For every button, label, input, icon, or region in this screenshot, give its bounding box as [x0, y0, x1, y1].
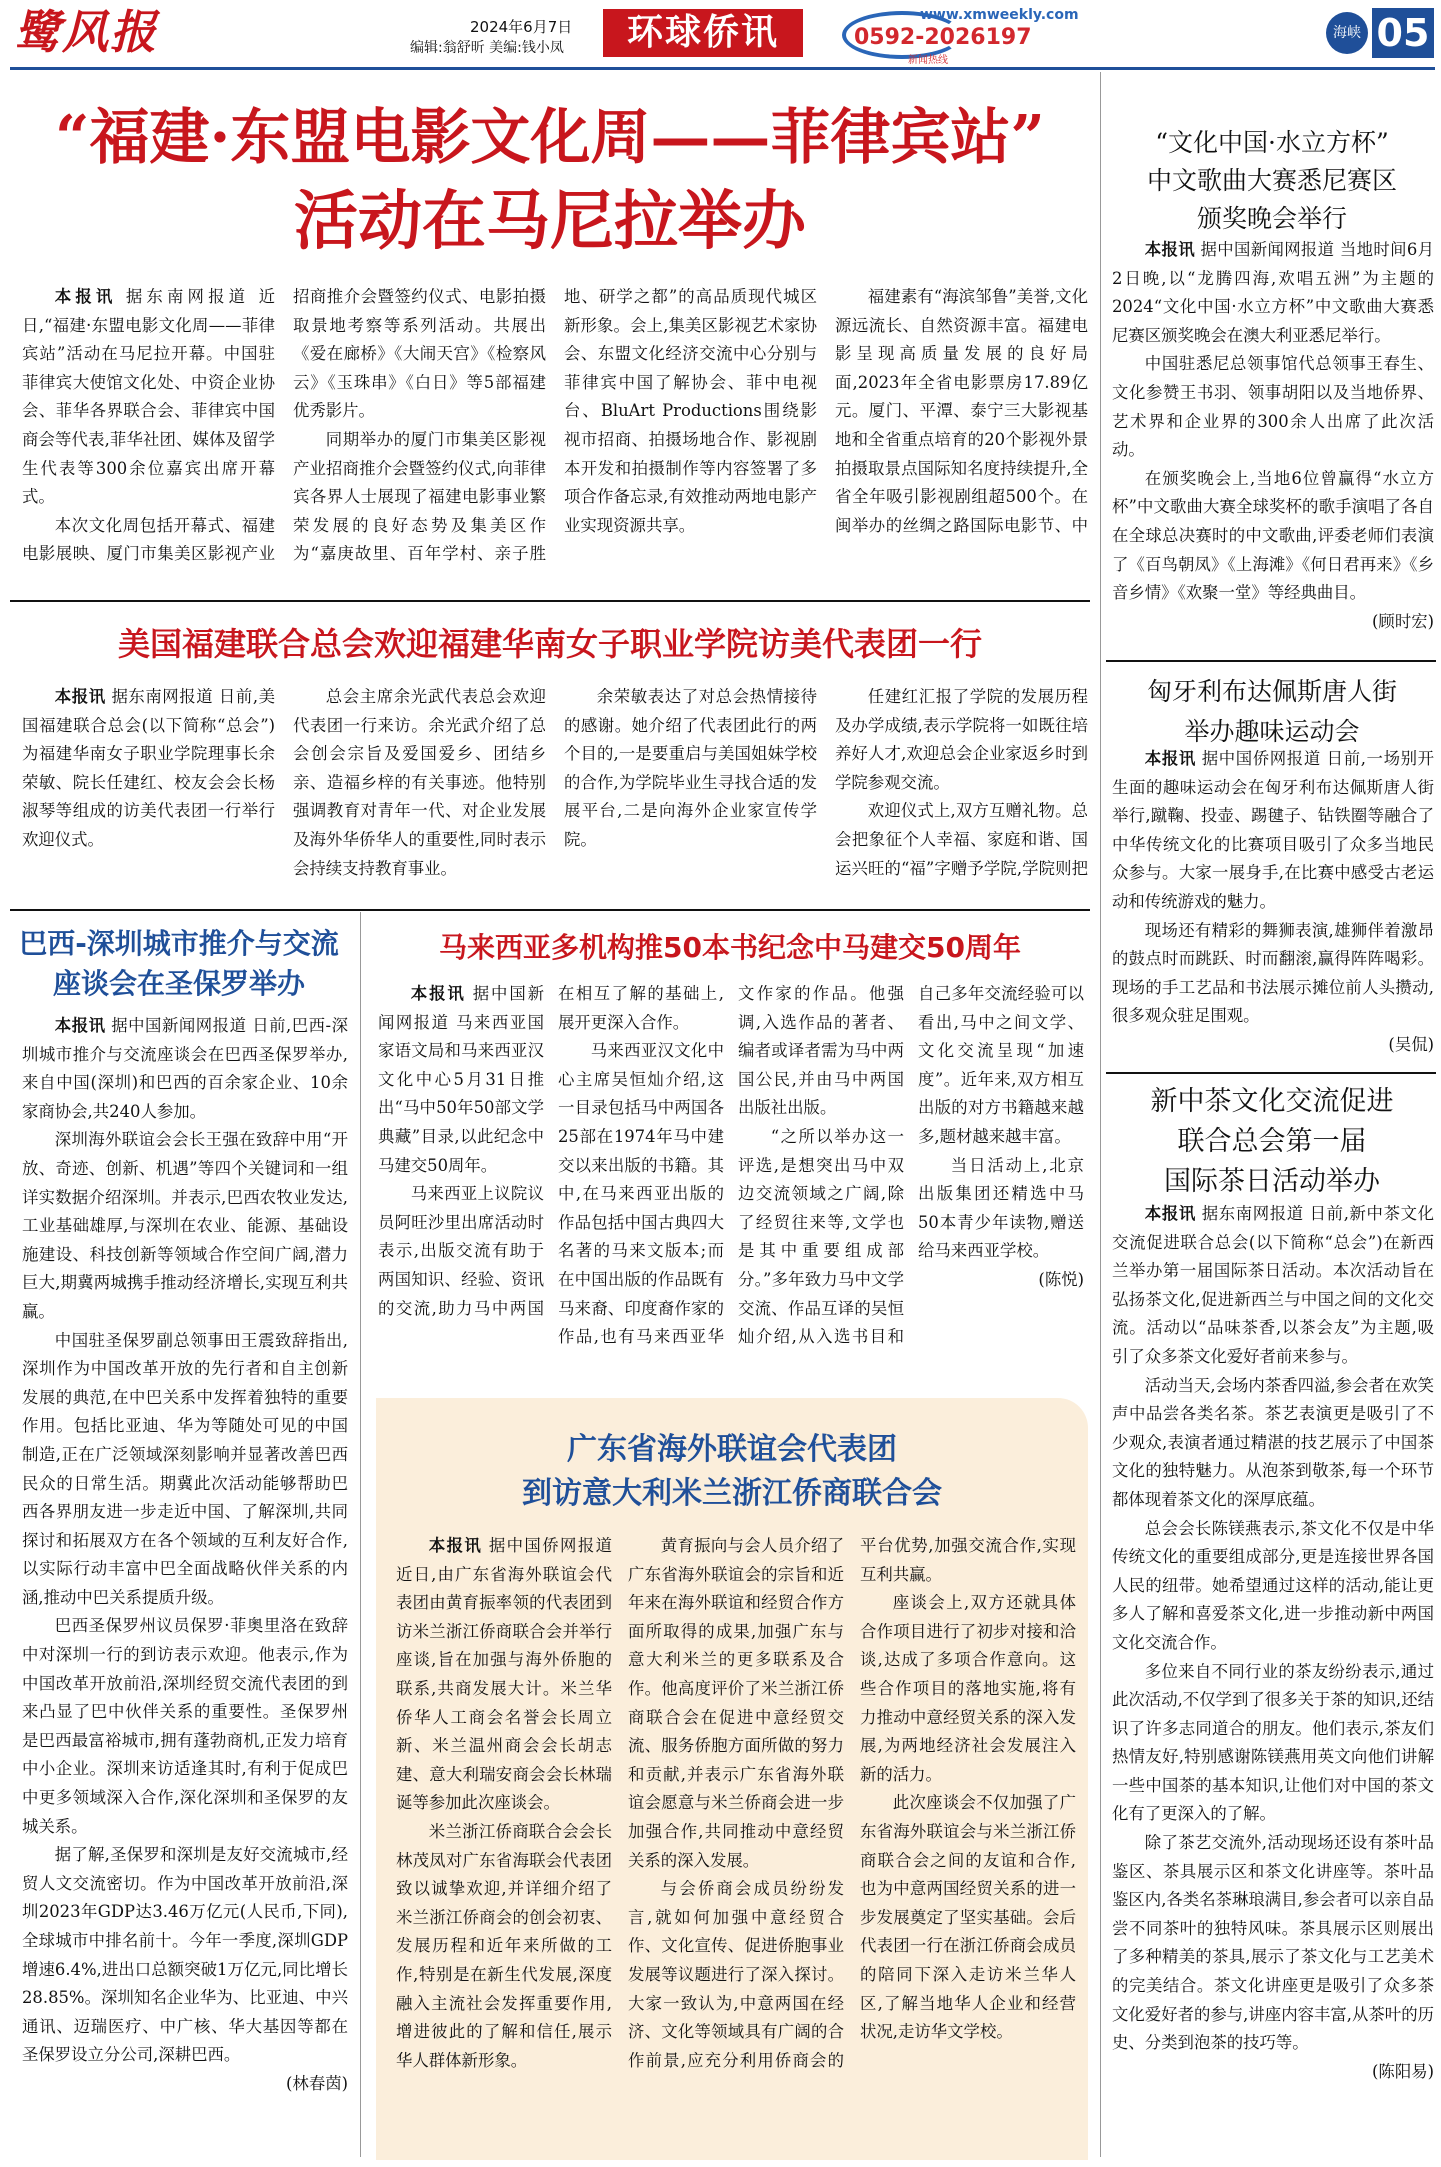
australia-p2: 中国驻悉尼总领事馆代总领事王春生、文化参赞王书羽、领事胡阳以及当地侨界、艺术界和企业界的300余人出席了此次活动。: [1112, 354, 1434, 460]
nz-p3: 总会会长陈镁燕表示,茶文化不仅是中华传统文化的重要组成部分,更是连接世界各国人民的纽带。她希望通过这样的活动,能让更多人了解和喜爱茶文化,进一步推动新中两国文化交流合作。: [1112, 1518, 1434, 1652]
section-banner: [603, 9, 803, 57]
nz-headline-line3: 国际茶日活动举办: [1164, 1166, 1380, 1197]
guangdong-tag: 本报讯: [428, 1536, 483, 1555]
australia-headline-line2: 中文歌曲大赛悉尼赛区: [1146, 166, 1397, 195]
hotline-number: 0592-2026197: [854, 25, 1032, 50]
hungary-headline-line1: 匈牙利布达佩斯唐人街: [1146, 677, 1397, 706]
australia-tag: 本报讯: [1144, 240, 1195, 259]
masthead-rule: [10, 67, 1435, 70]
usa-headline: 美国福建联合总会欢迎福建华南女子职业学院访美代表团一行: [117, 625, 982, 663]
guangdong-headline: [376, 1428, 1088, 1516]
usa-tag: 本报讯: [54, 687, 106, 706]
lead-headline: [10, 96, 1090, 264]
malaysia-author: (陈悦): [1038, 1269, 1084, 1289]
guangdong-p3: 黄育振向与会人员介绍了广东省海外联谊会的宗旨和近年来在海外联谊和经贸合作方面所取得的成果,加强广东与意大利米兰的更多联系及合作。他高度评价了米兰浙江侨商联合会在促进中意经贸交流、服务侨胞方面所做的努力和贡献,并表示广东省海外联谊会愿意与米兰侨商会进一步加强合作,共同推动中意经贸关系的深入发展。: [628, 1536, 844, 1870]
hotline-box: [842, 5, 1079, 66]
brazil-p4: 巴西圣保罗州议员保罗·菲奥里洛在致辞中对深圳一行的到访表示欢迎。他表示,作为中国改革开放前沿,深圳经贸交流代表团的到来凸显了巴中伙伴关系的重要性。圣保罗州是巴西最富裕城市,拥有蓬勃商机,正发力培育中小企业。深圳来访适逢其时,有利于促成巴中更多领域深入合作,深化深圳和圣保罗的友城关系。: [22, 1616, 348, 1836]
divider: [10, 600, 1090, 602]
hungary-headline: [1108, 672, 1436, 752]
guangdong-p5: 座谈会上,双方还就具体合作项目进行了初步对接和洽谈,达成了多项合作意向。这些合作项目的落地实施,将有力推动中意经贸关系的深入发展,为两地经济社会发展注入新的活力。: [860, 1593, 1076, 1784]
guangdong-headline-line1: 广东省海外联谊会代表团: [567, 1432, 897, 1467]
australia-author: (顾时宏): [1372, 611, 1434, 631]
usa-p4: 任建红汇报了学院的发展历程及办学成绩,表示学院将一如既往培养好人才,欢迎总会企业家返乡时到学院参观交流。: [835, 687, 1088, 792]
guangdong-headline-line2: 到访意大利米兰浙江侨商联合会: [522, 1476, 942, 1511]
australia-body: [1112, 236, 1434, 656]
lead-body: [22, 283, 1088, 593]
usa-body: [22, 683, 1088, 901]
nz-headline: [1108, 1082, 1436, 1202]
nz-body: [1112, 1200, 1434, 2158]
divider: [360, 912, 361, 2157]
brazil-headline-line2: 座谈会在圣保罗举办: [52, 967, 305, 1000]
malaysia-p4: “之所以举办这一评选,是想突出马中双边交流领域之广阔,除了经贸往来等,文学也是其中重要组成部分。”多年致力马中文学交流、作品互译的吴恒灿介绍,从入选书目和自己多年交流经验可以看出,马中之间文学、文化交流呈现“加速度”。近年来,双方相互出版的对方书籍越来越多,题材越来越丰富。: [738, 984, 1084, 1347]
nz-p5: 除了茶艺交流外,活动现场还设有茶叶品鉴区、茶具展示区和茶文化讲座等。茶叶品鉴区内,各类名茶琳琅满目,参会者可以亲自品尝不同茶叶的独特风味。茶具展示区则展出了多种精美的茶具,展示了茶文化与工艺美术的完美结合。茶文化讲座更是吸引了众多茶文化爱好者的参与,讲座内容丰富,从茶叶的历史、分类到泡茶的技巧等。: [1112, 1833, 1434, 2053]
malaysia-body: [378, 980, 1084, 1365]
brazil-tag: 本报讯: [54, 1016, 106, 1035]
guangdong-p6: 此次座谈会不仅加强了广东省海外联谊会与米兰浙江侨商联合会之间的友谊和合作,也为中意两国经贸关系的进一步发展奠定了坚实基础。会后代表团一行在浙江侨商会成员的陪同下深入走访米兰华人区,了解当地华人企业和经营状况,走访华文学校。: [860, 1793, 1076, 2042]
lead-headline-line1: “福建·东盟电影文化周——菲律宾站”: [55, 103, 1045, 173]
brazil-p2: 深圳海外联谊会会长王强在致辞中用“开放、奇迹、创新、机遇”等四个关键词和一组详实数据介绍深圳。并表示,巴西农牧业发达,工业基础雄厚,与深圳在农业、能源、基础设施建设、科技创新等领域合作空间广阔,潜力巨大,期冀两城携手推动经济增长,实现互利共赢。: [22, 1130, 348, 1321]
brazil-p5: 据了解,圣保罗和深圳是友好交流城市,经贸人文交流密切。作为中国改革开放前沿,深圳2023年GDP达3.46万亿元(人民币,下同),全球城市中排名前十。今年一季度,深圳GDP增速6.4%,进出口总额突破1万亿元,同比增长28.85%。深圳知名企业华为、比亚迪、中兴通讯、迈瑞医疗、中广核、华大基因等都在圣保罗设立分公司,深耕巴西。: [22, 1845, 348, 2065]
hotline-label: 新闻热线: [908, 55, 948, 66]
usa-p3: 余荣敏表达了对总会热情接待的感谢。她介绍了代表团此行的两个目的,一是要重启与美国姐妹学校的合作,为学院毕业生寻找合适的发展平台,二是向海外企业家宣传学院。: [564, 687, 817, 849]
hungary-author: (吴侃): [1388, 1034, 1434, 1054]
hungary-p1: 据中国侨网报道 日前,一场别开生面的趣味运动会在匈牙利布达佩斯唐人街举行,蹴鞠、投壶、踢毽子、钻铁圈等融合了中华传统文化的比赛项目吸引了众多当地民众参与。大家一展身手,在比赛中感受古老运动和传统游戏的魅力。: [1112, 749, 1434, 911]
brazil-headline: [14, 924, 344, 1004]
hungary-p2: 现场还有精彩的舞狮表演,雄狮伴着激昂的鼓点时而跳跃、时而翻滚,赢得阵阵喝彩。现场的手工艺品和书法展示摊位前人头攒动,很多观众驻足围观。: [1112, 920, 1434, 1026]
editor-credits: 编辑:翁舒昕 美编:钱小凤: [410, 40, 564, 56]
brazil-body: [22, 1012, 348, 2157]
issue-date: 2024年6月7日: [470, 18, 573, 36]
brazil-p1: 据中国新闻网报道 日前,巴西-深圳城市推介与交流座谈会在巴西圣保罗举办,来自中国(深圳)和巴西的百余家企业、10余家商协会,共240人参加。: [22, 1016, 348, 1121]
lead-p1: 据东南网报道 近日,“福建·东盟电影文化周——菲律宾站”活动在马尼拉开幕。中国驻菲律宾大使馆文化处、中资企业协会、菲华各界联合会、菲律宾中国商会等代表,菲华社团、媒体及留学生代表等300余位嘉宾出席开幕式。: [22, 287, 276, 507]
divider: [1106, 660, 1436, 662]
hungary-headline-line2: 举办趣味运动会: [1184, 717, 1360, 746]
nz-headline-line1: 新中茶文化交流促进: [1150, 1086, 1394, 1117]
australia-headline-line1: “文化中国·水立方杯”: [1155, 128, 1389, 157]
nz-p1: 据东南网报道 日前,新中茶文化交流促进联合总会(以下简称“总会”)在新西兰举办第一届国际茶日活动。本次活动旨在弘扬茶文化,促进新西兰与中国之间的文化交流。活动以“品味茶香,以茶会友”为主题,吸引了众多茶文化爱好者前来参与。: [1112, 1204, 1434, 1366]
badge-icon: [1326, 12, 1368, 54]
malaysia-p1: 据中国新闻网报道 马来西亚国家语文局和马来西亚汉文化中心5月31日推出“马中50年50部文学典藏”目录,以此纪念中马建交50周年。: [378, 984, 545, 1175]
newspaper-logo: 鹭风报: [14, 5, 158, 59]
lead-p3: 同期举办的厦门市集美区影视产业招商推介会暨签约仪式,向菲律宾各界人士展现了福建电影事业繁荣发展的良好态势及集美区作为“嘉庚故里、百年学村、亲子胜地、研学之都”的高品质现代城区新形象。会上,集美区影视艺术家协会、东盟文化经济交流中心分别与菲律宾中国了解协会、菲中电视台、BluArt Productions围绕影视市招商、拍摄场地合作、影视剧本开发和拍摄制作等内容签署了多项合作备忘录,有效推动两地电影产业实现资源共享。: [293, 287, 817, 564]
guangdong-body: [396, 1532, 1076, 2154]
badge-text: 海峡: [1333, 25, 1361, 41]
lead-p4: 福建素有“海滨邹鲁”美誉,文化源远流长、自然资源丰富。福建电影呈现高质量发展的良好局面,2023年全省电影票房17.89亿元。厦门、平潭、泰宁三大影视基地和全省重点培育的20个影视外景拍摄取景点国际知名度持续提升,全省全年吸引影视剧组超500个。在闽举办的丝绸之路国际电影节、中: [835, 287, 1088, 535]
malaysia-p2: 马来西亚上议院议员阿旺沙里出席活动时表示,出版交流有助于两国知识、经验、资讯的交流,助力马中两国在相互了解的基础上,展开更深入合作。: [378, 984, 724, 1318]
australia-headline: [1108, 124, 1436, 238]
brazil-headline-line1: 巴西-深圳城市推介与交流: [19, 927, 339, 960]
malaysia-p3: 马来西亚汉文化中心主席吴恒灿介绍,这一目录包括马中两国各25部在1974年马中建交以来出版的书籍。其中,在马来西亚出版的作品包括中国古典四大名著的马来文版本;而在中国出版的作品既有马来裔、印度裔作家的作品,也有马来西亚华文作家的作品。他强调,入选作品的著者、编者或译者需为马中两国公民,并由马中两国出版社出版。: [558, 984, 904, 1347]
guangdong-p2: 米兰浙江侨商联合会会长林茂凤对广东省海联会代表团致以诚挚欢迎,并详细介绍了米兰浙江侨商会的创会初衷、发展历程和近年来所做的工作,特别是在新生代发展,深度融入主流社会发挥重要作用,增进彼此的了解和信任,展示华人群体新形象。: [396, 1821, 612, 2070]
nz-author: (陈阳易): [1372, 2061, 1434, 2081]
brazil-p3: 中国驻圣保罗副总领事田王震致辞指出,深圳作为中国改革开放的先行者和自主创新发展的典范,在中巴关系中发挥着独特的重要作用。包括比亚迪、华为等随处可见的中国制造,正在广泛领域深刻影响并显著改善巴西民众的日常生活。期冀此次活动能够帮助巴西各界朋友进一步走近中国、了解深圳,共同探讨和拓展双方在各个领域的互利友好合作,以实际行动丰富中巴全面战略伙伴关系的内涵,推动中巴关系提质升级。: [22, 1330, 348, 1607]
masthead: [0, 0, 1441, 66]
page-number: 05: [1372, 8, 1434, 58]
lead-tag: 本报讯: [54, 287, 117, 306]
nz-p2: 活动当天,会场内茶香四溢,参会者在欢笑声中品尝各类名茶。茶艺表演更是吸引了不少观众,表演者通过精湛的技艺展示了中国茶文化的独特魅力。从泡茶到敬茶,每一个环节都体现着茶文化的深厚底蕴。: [1112, 1375, 1434, 1509]
hungary-body: [1112, 745, 1434, 1065]
usa-p5: 欢迎仪式上,双方互赠礼物。总会把象征个人幸福、家庭和谐、国运兴旺的“福”字赠予学院,学院则把: [835, 801, 1088, 878]
guangdong-p4: 与会侨商会成员纷纷发言,就如何加强中意经贸合作、文化宣传、促进侨胞事业发展等议题进行了深入探讨。大家一致认为,中意两国在经济、文化等领域具有广阔的合作前景,应充分利用侨商会的平台优势,加强交流合作,实现互利共赢。: [628, 1536, 1076, 2070]
malaysia-tag: 本报讯: [410, 984, 466, 1003]
section-name: 环球侨讯: [626, 12, 779, 53]
nz-headline-line2: 联合总会第一届: [1177, 1126, 1367, 1157]
divider: [1106, 1072, 1436, 1074]
nz-p4: 多位来自不同行业的茶友纷纷表示,通过此次活动,不仅学到了很多关于茶的知识,还结识了许多志同道合的朋友。他们表示,茶友们热情友好,特别感谢陈镁燕用英文向他们讲解一些中国茶的基本知识,让他们对中国的茶文化有了更深入的了解。: [1112, 1661, 1434, 1824]
usa-p2: 总会主席余光武代表总会欢迎代表团一行来访。余光武介绍了总会创会宗旨及爱国爱乡、团结乡亲、造福乡梓的有关事迹。他特别强调教育对青年一代、对企业发展及海外华侨华人的重要性,同时表示会持续支持教育事业。: [293, 687, 546, 878]
australia-headline-line3: 颁奖晚会举行: [1196, 204, 1347, 233]
guangdong-p1: 据中国侨网报道 近日,由广东省海外联谊会代表团由黄育振率领的代表团到访米兰浙江侨商联合会并举行座谈,旨在加强与海外侨胞的联系,共商发展大计。米兰华侨华人工商会名誉会长周立新、米兰温州商会会长胡志建、意大利瑞安商会会长林瑞诞等参加此次座谈会。: [396, 1536, 613, 1813]
lead-p2: 本次文化周包括开幕式、福建电影展映、厦门市集美区影视产业招商推介会暨签约仪式、电影拍摄取景地考察等系列活动。共展出《爱在廊桥》《大闹天宫》《检察风云》《玉珠串》《白日》等5部福建优秀影片。: [22, 287, 546, 564]
malaysia-headline: 马来西亚多机构推50本书纪念中马建交50周年: [439, 931, 1021, 964]
divider: [10, 909, 1090, 911]
malaysia-p5: 当日活动上,北京出版集团还精选中马50本青少年读物,赠送给马来西亚学校。: [918, 1155, 1084, 1261]
australia-p3: 在颁奖晚会上,当地6位曾赢得“水立方杯”中文歌曲大赛全球奖杯的歌手演唱了各自在全球总决赛时的中文歌曲,评委老师们表演了《百鸟朝凤》《上海滩》《何日君再来》《乡音乡情》《欢聚一堂》等经典曲目。: [1112, 468, 1434, 603]
lead-headline-line2: 活动在马尼拉举办: [294, 184, 806, 259]
australia-p1: 据中国新闻网报道 当地时间6月2日晚,以“龙腾四海,欢唱五洲”为主题的2024“文化中国·水立方杯”中文歌曲大赛悉尼赛区颁奖晚会在澳大利亚悉尼举行。: [1112, 240, 1434, 345]
website-url: www.xmweekly.com: [920, 7, 1079, 23]
divider: [1100, 72, 1101, 2157]
nz-tag: 本报讯: [1144, 1204, 1196, 1223]
usa-p1: 据东南网报道 日前,美国福建联合总会(以下简称“总会”)为福建华南女子职业学院理事长余荣敏、院长任建红、校友会会长杨淑琴等组成的访美代表团一行举行欢迎仪式。: [22, 687, 275, 849]
brazil-author: (林春茵): [286, 2073, 348, 2093]
hungary-tag: 本报讯: [1144, 749, 1196, 768]
